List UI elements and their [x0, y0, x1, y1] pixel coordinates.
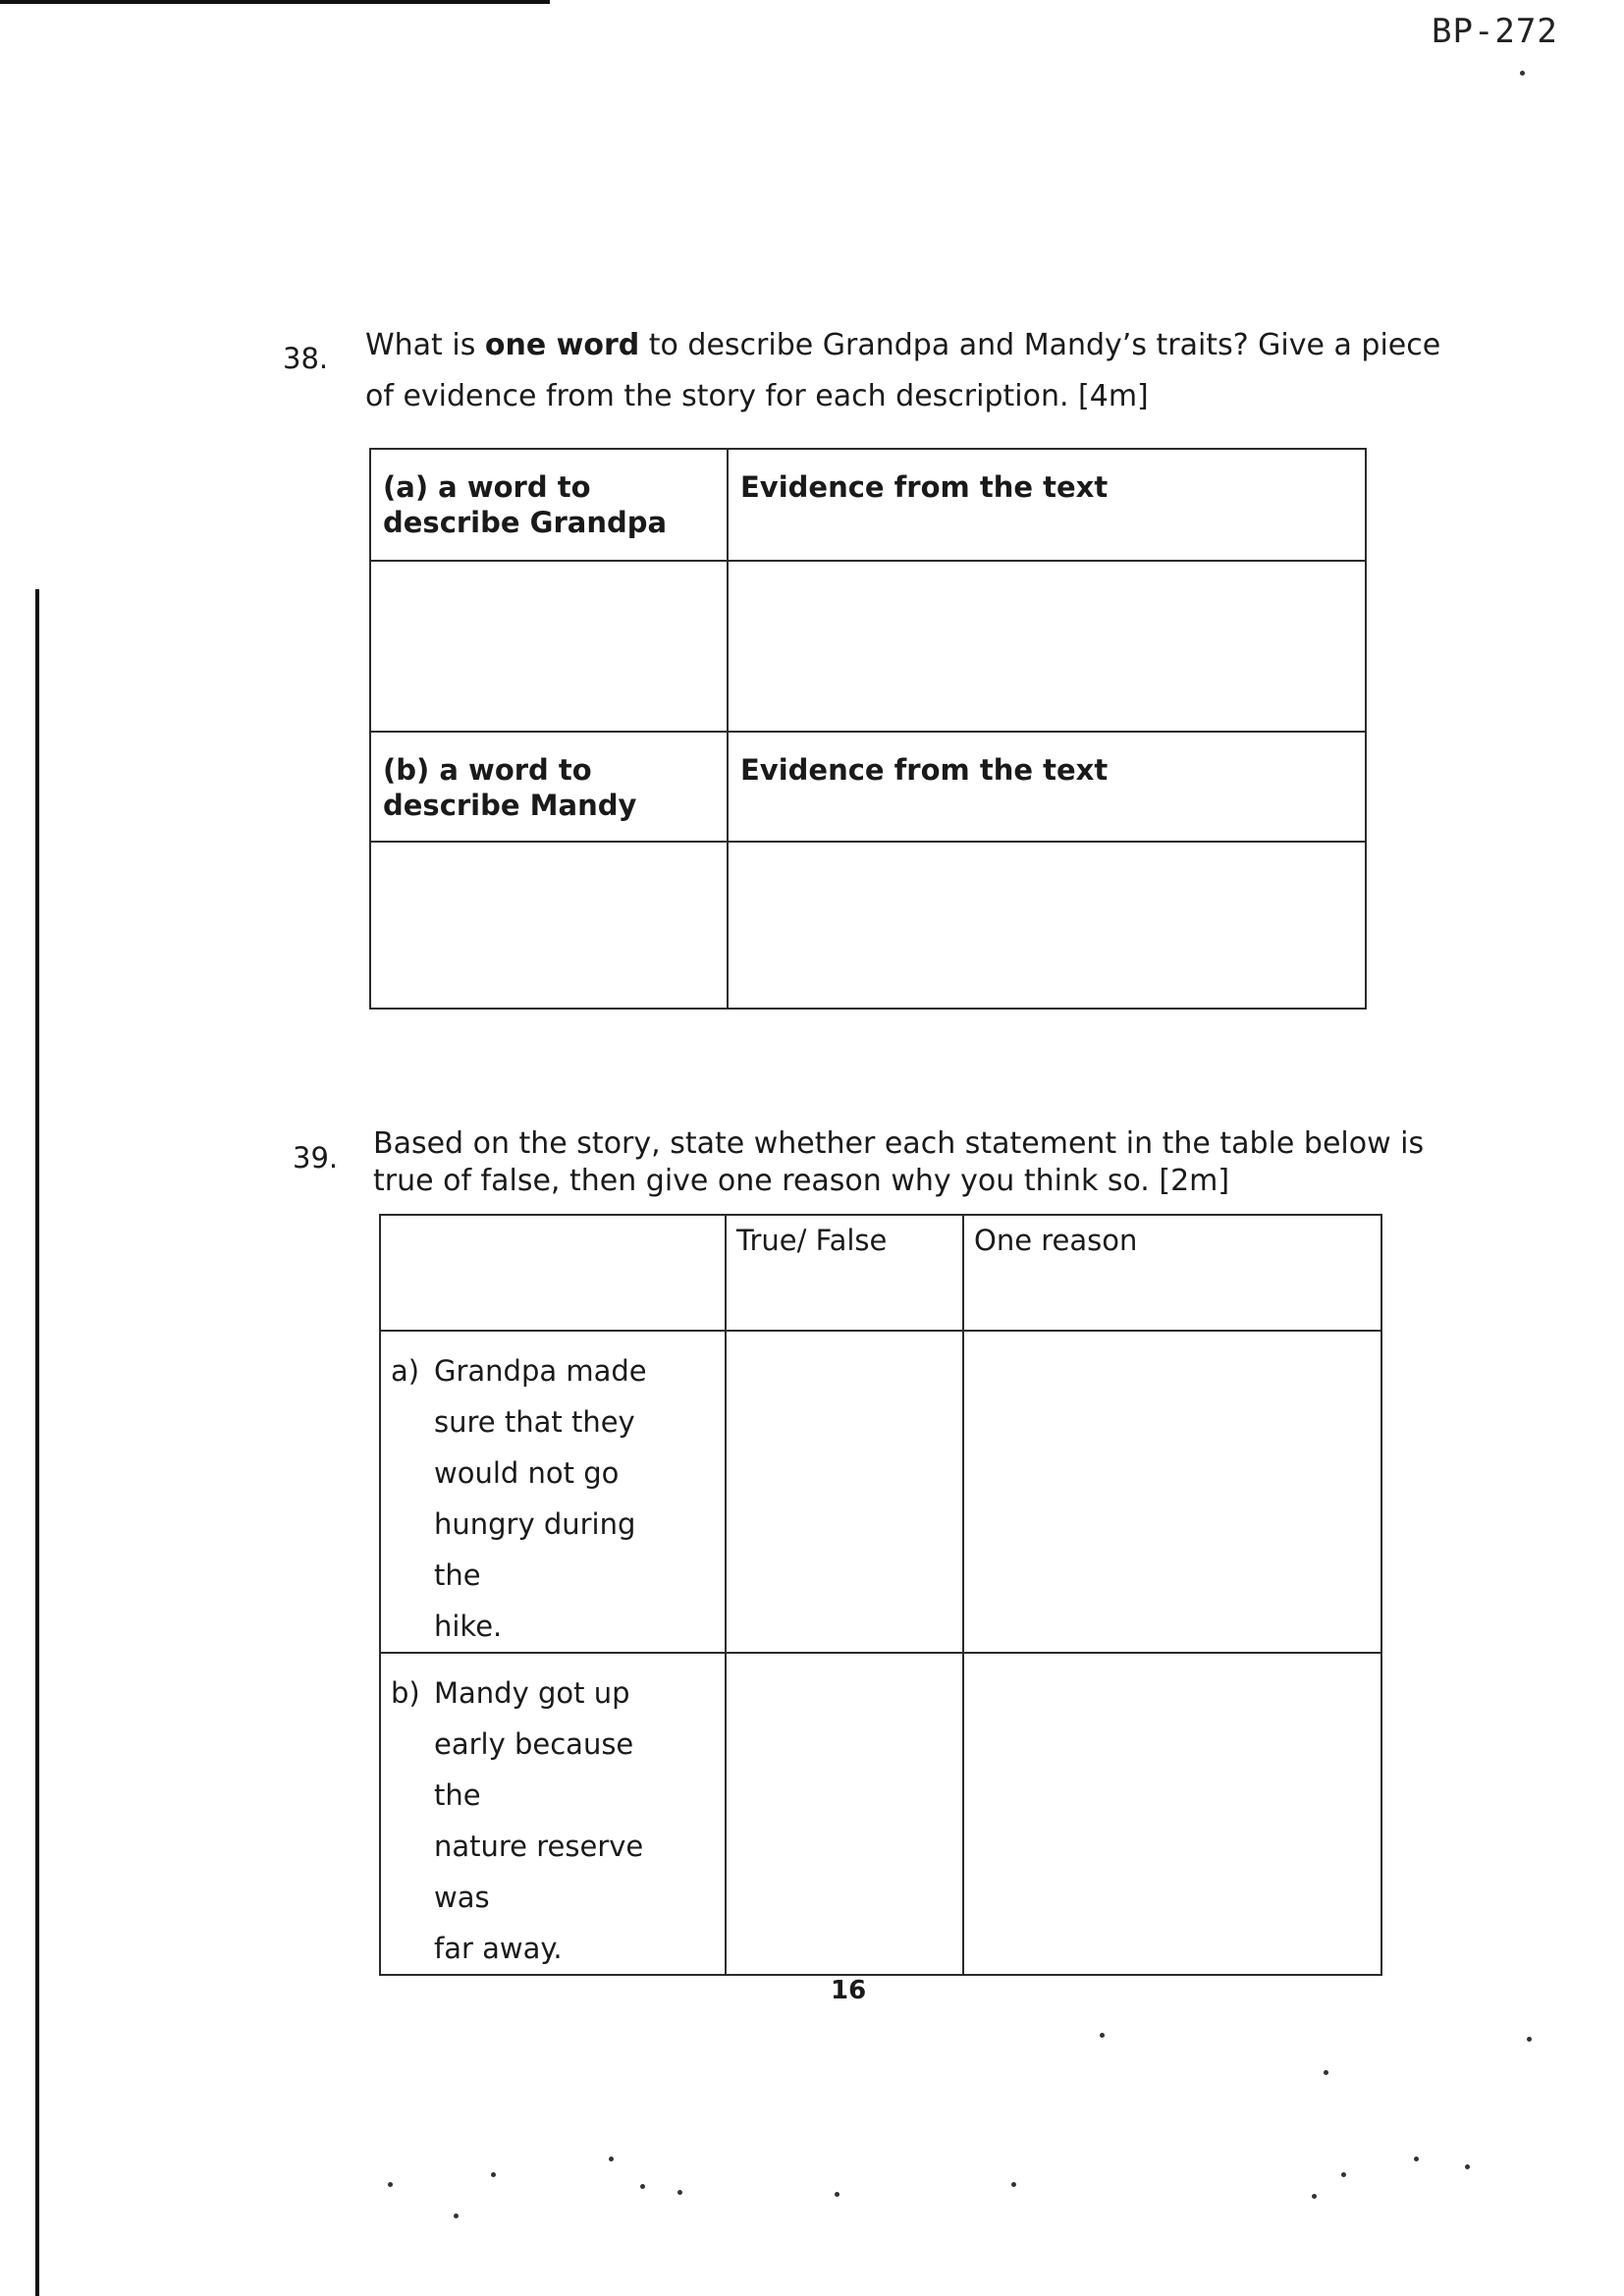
scan-speck — [1100, 2033, 1105, 2038]
q38-a-evidence-answer-cell[interactable] — [728, 561, 1366, 732]
q39-row-b — [380, 1653, 1381, 1975]
q38-b-evidence-header-cell — [728, 732, 1366, 842]
question-39-number: 39. — [293, 1141, 339, 1175]
q38-text-start: What is — [365, 328, 485, 362]
q39-true-false-header: True/ False — [736, 1224, 888, 1257]
q39-table — [379, 1214, 1382, 1976]
q39-row-b-line: far away. — [434, 1932, 563, 1965]
question-38-line-2: of evidence from the story for each description. [4m] — [365, 379, 1149, 413]
q38-b-evidence-header: Evidence from the text — [740, 753, 1109, 787]
q38-header-row-b — [370, 732, 1366, 842]
question-38-text — [365, 320, 1440, 422]
q38-text-end: to describe Grandpa and Mandy’s traits? Give a piece — [639, 328, 1441, 362]
page-number: 16 — [831, 1976, 867, 2005]
q39-row-a-statement-cell — [380, 1331, 726, 1653]
scan-speck — [640, 2184, 645, 2189]
scan-speck — [1341, 2172, 1346, 2177]
q38-answer-row-a — [370, 561, 1366, 732]
question-38-line-1 — [365, 320, 1440, 371]
scan-speck — [835, 2192, 839, 2197]
q39-row-a-marker: a) — [391, 1354, 420, 1388]
q39-row-b-line: early because the — [434, 1727, 634, 1812]
q39-row-b-reason-cell[interactable] — [963, 1653, 1381, 1975]
q39-row-a-text — [434, 1345, 689, 1652]
q39-row-a-line: sure that they — [434, 1405, 635, 1439]
q39-row-a-true-false-cell[interactable] — [726, 1331, 963, 1653]
q39-reason-header-cell — [963, 1215, 1381, 1331]
question-39-text — [373, 1125, 1424, 1200]
scan-speck — [1324, 2070, 1328, 2075]
q39-row-b-text — [434, 1667, 689, 1974]
scan-edge-top — [0, 0, 550, 4]
q38-a-label-cell — [370, 449, 728, 561]
scan-speck — [1312, 2194, 1317, 2199]
q38-a-label: (a) a word to describe Grandpa — [383, 470, 668, 539]
scan-speck — [1520, 71, 1525, 76]
question-38-number: 38. — [283, 342, 329, 375]
q39-row-b-statement-cell — [380, 1653, 726, 1975]
q39-header-blank-cell — [380, 1215, 726, 1331]
scan-speck — [1527, 2037, 1532, 2042]
scan-edge-left — [35, 589, 39, 2296]
scan-speck — [1011, 2182, 1016, 2187]
scan-speck — [677, 2190, 682, 2195]
q39-row-a-line: would not go — [434, 1456, 620, 1490]
q39-row-a-line: Grandpa made — [434, 1354, 647, 1388]
q39-row-b-line: nature reserve was — [434, 1830, 644, 1914]
scan-speck — [609, 2157, 614, 2161]
q39-row-a-statement — [381, 1332, 725, 1652]
q39-row-a-line: hike. — [434, 1610, 503, 1643]
q39-row-b-line: Mandy got up — [434, 1676, 630, 1710]
q38-text-emphasis: one word — [484, 328, 640, 362]
question-39-line-2: true of false, then give one reason why you think so. [2m] — [373, 1164, 1230, 1198]
scan-speck — [1414, 2157, 1419, 2161]
q39-row-a-reason-cell[interactable] — [963, 1331, 1381, 1653]
q38-b-label-cell — [370, 732, 728, 842]
q38-a-evidence-header: Evidence from the text — [740, 470, 1109, 504]
q39-row-b-true-false-cell[interactable] — [726, 1653, 963, 1975]
q39-row-b-statement — [381, 1654, 725, 1974]
q38-b-word-answer-cell[interactable] — [370, 842, 728, 1009]
q38-b-label: (b) a word to describe Mandy — [383, 753, 637, 822]
q38-answer-row-b — [370, 842, 1366, 1009]
q38-a-evidence-header-cell — [728, 449, 1366, 561]
q38-b-evidence-answer-cell[interactable] — [728, 842, 1366, 1009]
scan-speck — [1465, 2164, 1470, 2169]
q38-header-row-a — [370, 449, 1366, 561]
q39-true-false-header-cell — [726, 1215, 963, 1331]
scan-speck — [454, 2214, 459, 2218]
q39-header-row — [380, 1215, 1381, 1331]
q39-row-b-marker: b) — [391, 1676, 420, 1710]
question-39-line-1: Based on the story, state whether each statement in the table below is — [373, 1126, 1425, 1161]
scan-speck — [388, 2182, 393, 2187]
q39-reason-header: One reason — [974, 1224, 1138, 1257]
q38-table — [369, 448, 1367, 1010]
q39-row-a-line: hungry during the — [434, 1507, 636, 1592]
document-code: BP-272 — [1432, 12, 1558, 51]
q38-a-word-answer-cell[interactable] — [370, 561, 728, 732]
q39-row-a — [380, 1331, 1381, 1653]
scan-speck — [491, 2172, 496, 2177]
